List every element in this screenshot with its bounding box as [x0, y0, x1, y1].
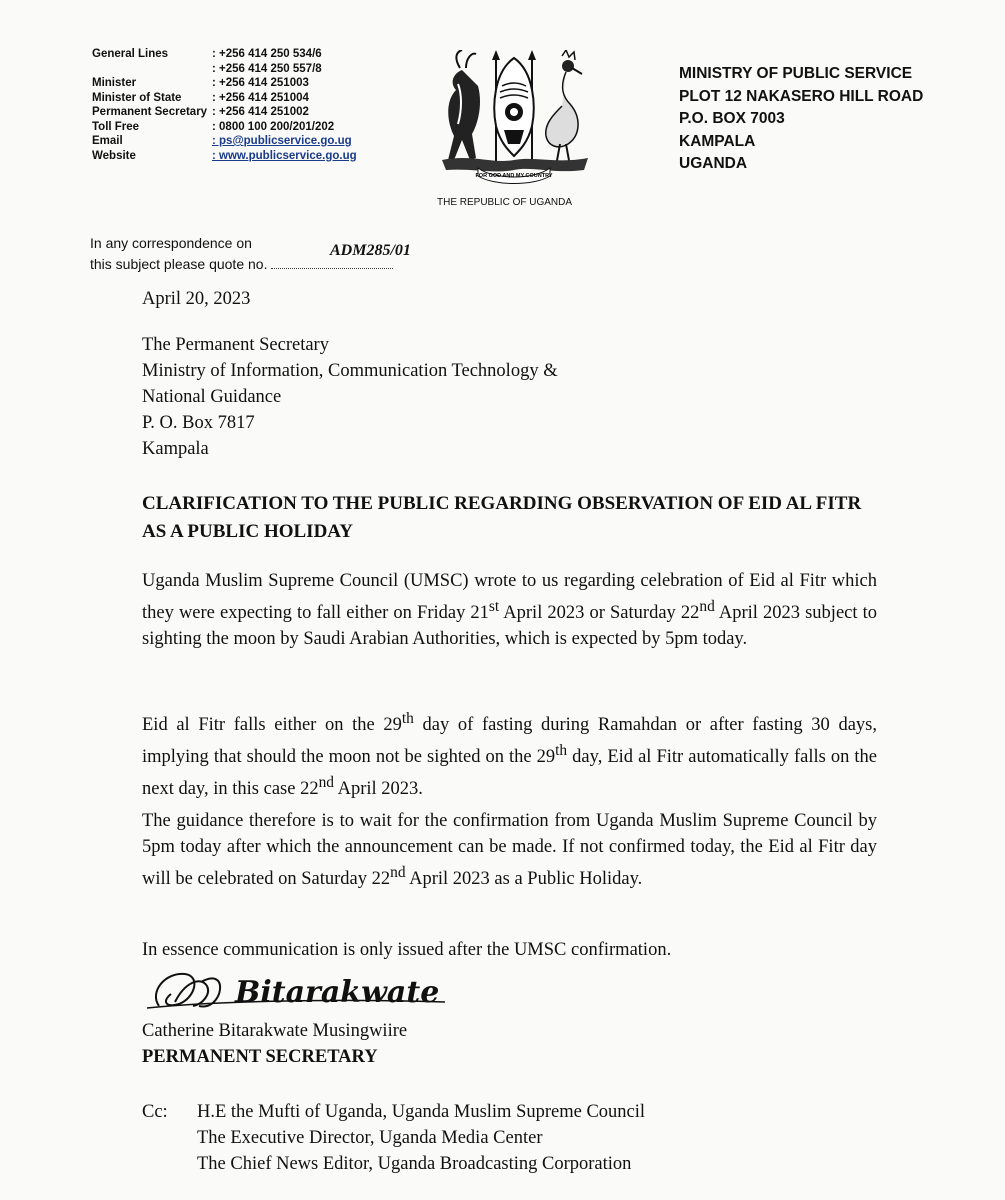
motto-text: FOR GOD AND MY COUNTRY	[475, 173, 553, 179]
contact-row	[92, 149, 357, 164]
paragraph-text: Eid al Fitr falls either on the 29	[142, 715, 402, 736]
cc-list	[197, 1099, 645, 1177]
address-line: MINISTRY OF PUBLIC SERVICE	[679, 65, 913, 82]
contact-row	[92, 105, 357, 120]
recipient-line: The Permanent Secretary	[142, 335, 329, 355]
contact-value: : +256 414 251004	[212, 91, 309, 104]
contact-label	[92, 62, 212, 77]
recipient-line: P. O. Box 7817	[142, 413, 255, 433]
contact-row	[92, 120, 357, 135]
cc-item: The Executive Director, Uganda Media Center	[197, 1128, 543, 1148]
emblem-caption: THE REPUBLIC OF UGANDA	[437, 197, 573, 208]
ministry-address	[679, 63, 923, 176]
contact-row	[92, 76, 357, 91]
recipient-line: National Guidance	[142, 387, 282, 407]
paragraph-1	[142, 568, 877, 652]
paragraph-text: April 2023 or Saturday 22	[499, 603, 700, 624]
address-line: UGANDA	[679, 155, 748, 172]
recipient-line: Kampala	[142, 439, 209, 459]
cc-item: H.E the Mufti of Uganda, Uganda Muslim Supreme Council	[197, 1102, 646, 1122]
contact-row	[92, 47, 357, 62]
recipient-line: Ministry of Information, Communication Technology &	[142, 361, 558, 381]
paragraph-text: April 2023 as a Public Holiday.	[405, 869, 643, 890]
cc-item: The Chief News Editor, Uganda Broadcasting Corporation	[197, 1154, 632, 1174]
paragraph-4: In essence communication is only issued after the UMSC confirmation.	[142, 940, 672, 960]
contact-label: Permanent Secretary	[92, 106, 208, 118]
contact-label: Website	[92, 149, 136, 162]
ordinal-suffix: nd	[699, 598, 715, 615]
signer-title: PERMANENT SECRETARY	[142, 1047, 378, 1067]
paragraph-text: The guidance therefore is to wait for the confirmation from Uganda Muslim Supreme Council by 5pm today after which the announcement can be made. If not confirmed today, the Eid al Fitr day will be celebrated on Saturday 22	[142, 811, 877, 890]
cc-label: Cc:	[142, 1102, 168, 1122]
ordinal-suffix: st	[488, 598, 500, 615]
contact-value: : +256 414 251002	[212, 106, 309, 118]
letter-subject: CLARIFICATION TO THE PUBLIC REGARDING OBSERVATION OF EID AL FITR AS A PUBLIC HOLIDAY	[142, 493, 862, 542]
ordinal-suffix: th	[555, 742, 568, 760]
contact-value: : +256 414 251003	[212, 77, 309, 89]
contact-label: General Lines	[92, 48, 169, 60]
ordinal-suffix: nd	[318, 774, 334, 792]
contact-row	[92, 62, 357, 77]
website-link[interactable]: : www.publicservice.go.ug	[212, 149, 357, 162]
contact-label: Toll Free	[92, 120, 140, 133]
signer-name: Catherine Bitarakwate Musingwiire	[142, 1021, 408, 1041]
paragraph-text: day, Eid al Fitr automatically falls on the next day, in this case 22	[142, 747, 877, 800]
paragraph-text: April 2023.	[333, 779, 423, 800]
paragraph-text: Uganda Muslim Supreme Council (UMSC) wrote to us regarding celebration of Eid al Fitr which they were expecting to fall either on Friday 21	[142, 571, 877, 624]
contact-row	[92, 134, 357, 149]
paragraph-text: day of fasting during Ramahdan or after fasting 30 days, implying that should the moon not be sighted on the 29	[142, 715, 877, 768]
contact-label: Email	[92, 135, 123, 147]
letter-date: April 20, 2023	[142, 289, 251, 309]
address-line: P.O. BOX 7003	[679, 110, 785, 127]
ordinal-suffix: nd	[390, 864, 406, 881]
handwritten-signature	[145, 962, 465, 1024]
coat-of-arms-icon	[432, 50, 597, 185]
paragraph-2	[142, 706, 877, 802]
contact-label: Minister of State	[92, 91, 182, 104]
contact-value: : +256 414 250 557/8	[212, 62, 322, 75]
paragraph-3	[142, 808, 877, 892]
paragraph-text: April 2023 subject to sighting the moon by Saudi Arabian Authorities, which is expected by 5pm today.	[142, 603, 877, 650]
reference-line-2: this subject please quote no.	[90, 256, 268, 272]
contact-details	[92, 47, 357, 163]
address-line: KAMPALA	[679, 132, 756, 150]
signature-handwriting: Bitarakwate	[235, 975, 440, 1010]
contact-value: : 0800 100 200/201/202	[212, 120, 335, 133]
reference-number: ADM285/01	[330, 242, 411, 259]
email-link[interactable]: : ps@publicservice.go.ug	[212, 135, 352, 147]
contact-value: : +256 414 250 534/6	[212, 48, 322, 60]
contact-label: Minister	[92, 77, 137, 89]
contact-row	[92, 91, 357, 106]
reference-line-1: In any correspondence on	[90, 235, 252, 251]
ordinal-suffix: th	[401, 710, 414, 727]
address-line: PLOT 12 NAKASERO HILL ROAD	[679, 87, 924, 105]
recipient-address	[142, 332, 558, 462]
